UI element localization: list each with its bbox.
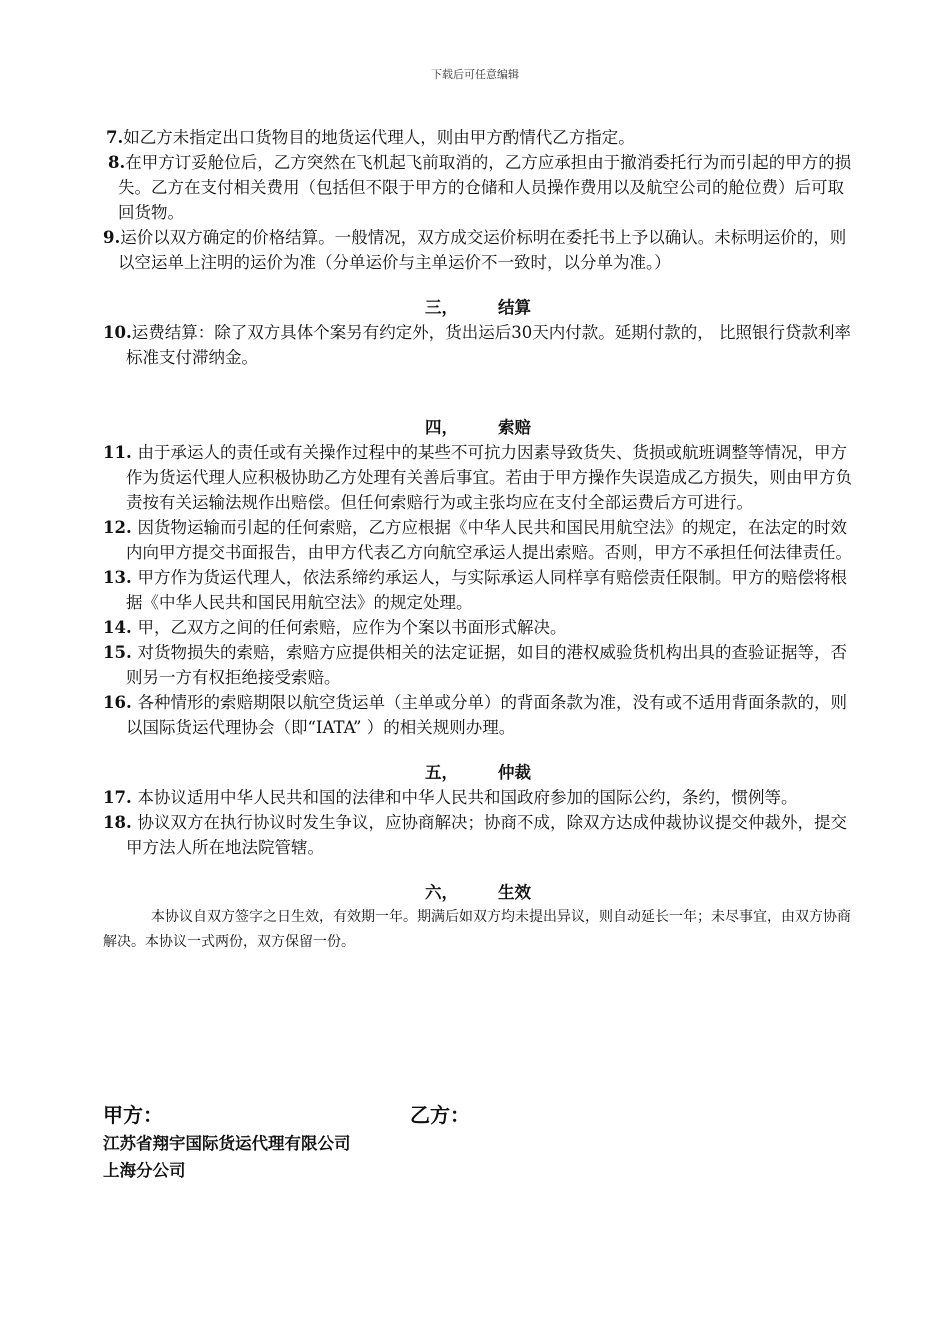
section-heading-effect (103, 880, 853, 905)
clause-number: 17. (103, 788, 138, 807)
clause-number: 11. (103, 443, 138, 462)
clause-text: 运价以双方确定的价格结算。一般情况，双方成交运价标明在委托书上予以确认。未标明运价的，则以空运单上注明的运价为准（分单运价与主单运价不一致时，以分单为准。） (118, 228, 847, 272)
clause-text: 如乙方未指定出口货物目的地货运代理人，则由甲方酌情代乙方指定。 (123, 128, 635, 147)
clause-text: 在甲方订妥舱位后，乙方突然在飞机起飞前取消的，乙方应承担由于撤消委托行为而引起的甲方的损失。乙方在支付相关费用（包括但不限于甲方的仓储和人员操作费用以及航空公司的舱位费）后可取回货物。 (118, 153, 852, 222)
clause-text: 本协议适用中华人民共和国的法律和中华人民共和国政府参加的国际公约，条约，惯例等。 (137, 788, 798, 807)
effect-paragraph: 本协议自双方签字之日生效，有效期一年。期满后如双方均未提出异议，则自动延长一年；未尽事宜，由双方协商解决。本协议一式两份，双方保留一份。 (103, 909, 851, 950)
clause-item (103, 785, 853, 810)
clause-text: 甲，乙双方之间的任何索赔，应作为个案以书面形式解决。 (137, 618, 567, 637)
clause-item (103, 440, 853, 515)
section-heading-arbitration (103, 760, 853, 785)
items-group-a (103, 125, 853, 275)
clause-item (103, 565, 853, 615)
clause-number: 8. (108, 153, 126, 172)
page-header: 下载后可任意编辑 (431, 68, 519, 81)
clause-item (103, 690, 853, 740)
section-heading-claims (103, 415, 853, 440)
clause-number: 9. (103, 228, 121, 247)
clause-text: 各种情形的索赔期限以航空货运单（主单或分单）的背面条款为准，没有或不适用背面条款的，则以国际货运代理协会（即“IATA” ）的相关规则办理。 (126, 693, 847, 737)
clause-text: 因货物运输而引起的任何索赔，乙方应根据《中华人民共和国民用航空法》的规定，在法定的时效内向甲方提交书面报告，由甲方代表乙方向航空承运人提出索赔。否则，甲方不承担任何法律责任。 (126, 518, 852, 562)
clause-item (103, 225, 853, 275)
section-title: 结算 (498, 298, 531, 317)
section-number: 三， (425, 298, 458, 317)
clause-item (103, 810, 853, 860)
section-number: 六， (425, 883, 458, 902)
clause-text: 甲方作为货运代理人，依法系缔约承运人，与实际承运人同样享有赔偿责任限制。甲方的赔偿将根据《中华人民共和国民用航空法》的规定处理。 (126, 568, 847, 612)
section-number: 五， (425, 763, 458, 782)
section-title: 索赔 (498, 418, 531, 437)
clause-number: 15. (103, 643, 138, 662)
section-heading-settlement (103, 295, 853, 320)
party-a-label: 甲方： (103, 1103, 163, 1127)
clause-number: 14. (103, 618, 138, 637)
clause-number: 16. (103, 693, 138, 712)
clause-number: 12. (103, 518, 138, 537)
clause-item (103, 640, 853, 690)
section-number: 四， (425, 418, 458, 437)
items-group-c (103, 440, 853, 740)
signature-block (103, 1100, 853, 1184)
signature-parties (103, 1100, 853, 1130)
clause-text: 对货物损失的索赔，索赔方应提供相关的法定证据，如目的港权威验货机构出具的查验证据等，否则另一方有权拒绝接受索赔。 (126, 643, 847, 687)
clause-item (103, 515, 853, 565)
clause-text: 运费结算：除了双方具体个案另有约定外，货出运后30天内付款。延期付款的， 比照银行贷款利率标准支付滞纳金。 (126, 323, 851, 367)
document-body (103, 125, 853, 955)
clause-item (103, 615, 853, 640)
clause-text: 由于承运人的责任或有关操作过程中的某些不可抗力因素导致货失、货损或航班调整等情况，甲方作为货运代理人应积极协助乙方处理有关善后事宜。若由于甲方操作失误造成乙方损失，则由甲方负责按有关运输法规作出赔偿。但任何索赔行为或主张均应在支付全部运费后方可进行。 (126, 443, 852, 512)
company-branch: 上海分公司 (103, 1161, 186, 1180)
clause-item (103, 125, 853, 150)
section-title: 生效 (498, 883, 531, 902)
items-group-b (103, 320, 853, 370)
clause-number: 7. (106, 128, 124, 147)
clause-item (103, 320, 853, 370)
clause-number: 18. (103, 813, 138, 832)
party-b-label: 乙方： (410, 1103, 470, 1127)
section-title: 仲裁 (498, 763, 531, 782)
company-name: 江苏省翔宇国际货运代理有限公司 (103, 1134, 351, 1153)
clause-text: 协议双方在执行协议时发生争议，应协商解决；协商不成，除双方达成仲裁协议提交仲裁外，提交甲方法人所在地法院管辖。 (126, 813, 847, 857)
clause-number: 13. (103, 568, 138, 587)
clause-number: 10. (103, 323, 132, 342)
clause-item (103, 150, 853, 225)
items-group-d (103, 785, 853, 860)
